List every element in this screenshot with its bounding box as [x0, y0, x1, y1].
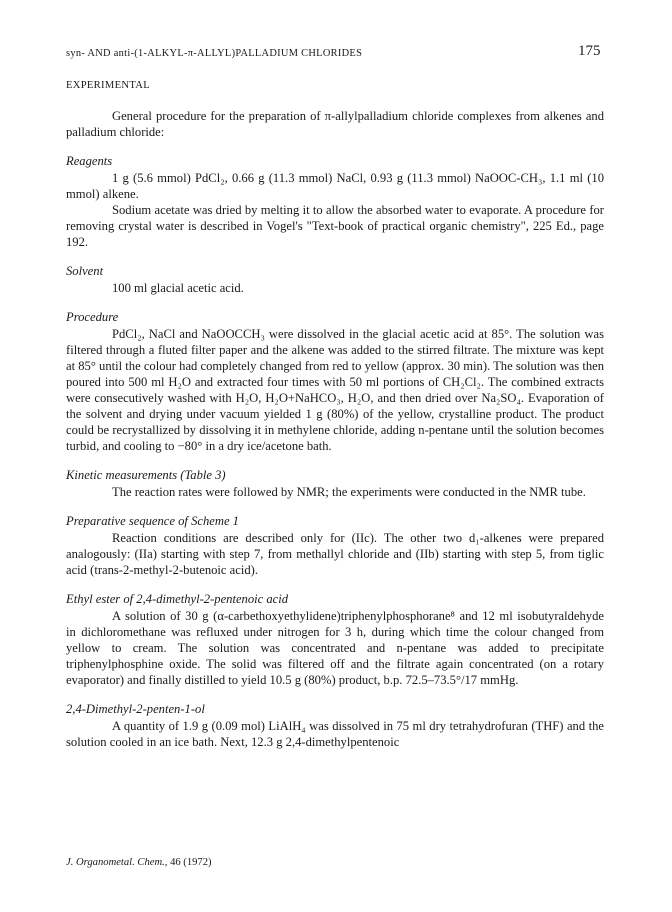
preparative-heading: Preparative sequence of Scheme 1 [66, 514, 239, 528]
journal-volume: , 46 (1972) [164, 857, 212, 868]
procedure-paragraph: PdCl₂, NaCl and NaOOCCH₃ were dissolved in the glacial acetic acid at 85°. The solution was filtered through a fluted filter paper and the alkene was added to the stirred filtrate. The mixture was kept at 85° until the colour had completely changed from red to yellow (approx. 30 min). The solution was then poured into 500 ml H₂O and extracted four times with 50 ml portions of CH₂Cl₂. The combined extracts were consecutively washed with H₂O, H₂O+NaHCO₃, H₂O, and then dried over Na₂SO₄. Evaporation of the solvent and drying under vacuum yielded 1 g (80%) of the yellow, crystalline product. The product could be recrystallized by dissolving it in methylene chloride, adding n-pentane until the solution becomes turbid, and cooling to −80° in a dry ice/acetone bath. [66, 327, 604, 453]
page-number: 175 [578, 43, 601, 59]
reagents-paragraph-1: 1 g (5.6 mmol) PdCl₂, 0.66 g (11.3 mmol) NaCl, 0.93 g (11.3 mmol) NaOOC-CH₃, 1.1 ml (10 mmol) alkene. [66, 171, 604, 201]
kinetic-paragraph: The reaction rates were followed by NMR; the experiments were conducted in the NMR tube. [112, 485, 586, 499]
running-head: syn- AND anti-(1-ALKYL-π-ALLYL)PALLADIUM CHLORIDES [66, 48, 363, 59]
preparative-paragraph: Reaction conditions are described only for (IIc). The other two d₁-alkenes were prepared analogously: (IIa) starting with step 7, from methallyl chloride and (IIb) starting with step 5, from tiglic acid (trans-2-methyl-2-butenoic acid). [66, 531, 604, 577]
ethyl-ester-paragraph: A solution of 30 g (α-carbethoxyethylidene)triphenylphosphorane⁸ and 12 ml isobutyraldehyde in dichloromethane was refluxed under nitrogen for 3 h, during which time the colour changed from yellow to cream. The solution was concentrated and n-pentane was added to precipitate triphenylphosphine oxide. The solid was filtered off and the filtrate again concentrated (on a rotary evaporator) and finally distilled to yield 10.5 g (80%) product, b.p. 72.5–73.5°/17 mmHg. [66, 609, 604, 687]
section-heading: EXPERIMENTAL [66, 80, 150, 91]
dimethylpentenol-heading: 2,4-Dimethyl-2-penten-1-ol [66, 702, 205, 716]
ethyl-ester-heading: Ethyl ester of 2,4-dimethyl-2-pentenoic acid [66, 592, 289, 606]
journal-name: J. Organometal. Chem. [66, 857, 165, 868]
kinetic-heading: Kinetic measurements (Table 3) [66, 468, 226, 482]
reagents-paragraph-2: Sodium acetate was dried by melting it to allow the absorbed water to evaporate. A procedure for removing crystal water is described in Vogel's "Text-book of practical organic chemistry", 225 Ed., page 192. [66, 203, 604, 249]
solvent-paragraph: 100 ml glacial acetic acid. [112, 281, 244, 295]
reagents-heading: Reagents [66, 154, 113, 168]
procedure-heading: Procedure [66, 310, 119, 324]
journal-footer [66, 855, 212, 871]
article-body [66, 108, 604, 750]
solvent-heading: Solvent [66, 264, 104, 278]
dimethylpentenol-paragraph: A quantity of 1.9 g (0.09 mol) LiAlH₄ was dissolved in 75 ml dry tetrahydrofuran (THF) and the solution cooled in an ice bath. Next, 12.3 g 2,4-dimethylpentenoic [66, 719, 604, 749]
intro-paragraph: General procedure for the preparation of π-allylpalladium chloride complexes from alkenes and palladium chloride: [66, 109, 604, 139]
